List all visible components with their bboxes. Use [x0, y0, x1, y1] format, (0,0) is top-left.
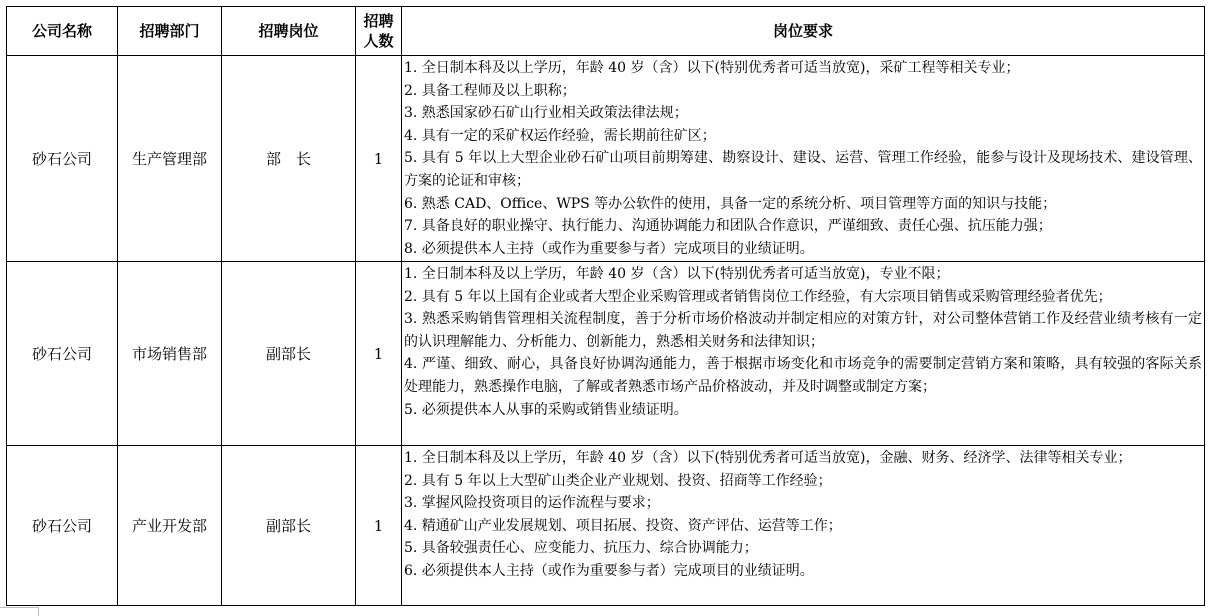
table-row — [7, 56, 1205, 262]
cell-count: 1 — [356, 446, 402, 606]
requirement-item: 1. 全日制本科及以上学历，年龄 40 岁（含）以下(特别优秀者可适当放宽)，采矿工程等相关专业； — [404, 60, 1020, 76]
cell-requirements — [402, 446, 1205, 606]
requirement-item: 8. 必须提供本人主持（或作为重要参与者）完成项目的业绩证明。 — [404, 240, 814, 257]
cell-company: 砂石公司 — [7, 446, 118, 606]
cell-department: 市场销售部 — [118, 262, 222, 446]
requirement-item: 2. 具有 5 年以上大型矿山类企业产业规划、投资、招商等工作经验； — [404, 472, 832, 489]
cell-department: 产业开发部 — [118, 446, 222, 606]
header-department: 招聘部门 — [118, 7, 222, 56]
requirement-item: 6. 必须提供本人主持（或作为重要参与者）完成项目的业绩证明。 — [404, 562, 814, 579]
requirement-item: 3. 熟悉国家砂石矿山行业相关政策法律法规； — [404, 105, 688, 122]
table-row — [7, 262, 1205, 446]
header-requirements: 岗位要求 — [402, 7, 1205, 56]
header-company: 公司名称 — [7, 7, 118, 56]
requirement-item: 1. 全日制本科及以上学历，年龄 40 岁（含）以下(特别优秀者可适当放宽)，金融、财务、经济学、法律等相关专业； — [404, 450, 1132, 466]
requirement-item: 2. 具有 5 年以上国有企业或者大型企业采购管理或者销售岗位工作经验，有大宗项目销售或采购管理经验者优先； — [404, 288, 1112, 305]
requirement-item: 3. 掌握风险投资项目的运作流程与要求； — [404, 495, 660, 512]
recruitment-table — [6, 6, 1205, 606]
requirement-item: 4. 精通矿山产业发展规划、项目拓展、投资、资产评估、运营等工作； — [404, 517, 842, 534]
cell-company: 砂石公司 — [7, 262, 118, 446]
cell-department: 生产管理部 — [118, 56, 222, 262]
table-row — [7, 446, 1205, 606]
requirement-item: 3. 熟悉采购销售管理相关流程制度，善于分析市场价格波动并制定相应的对策方针，对公司整体营销工作及经营业绩考核有一定的认识理解能力、分析能力、创新能力，熟悉相关财务和法律知识； — [404, 311, 1202, 350]
cell-requirements — [402, 56, 1205, 262]
cell-position: 部 长 — [222, 56, 356, 262]
requirement-item: 4. 严谨、细致、耐心，具备良好协调沟通能力，善于根据市场变化和市场竞争的需要制定营销方案和策略，具有较强的客际关系处理能力，熟悉操作电脑，了解或者熟悉市场产品价格波动，并及时调整或制定方案； — [404, 356, 1202, 395]
cell-count: 1 — [356, 262, 402, 446]
cell-position: 副部长 — [222, 446, 356, 606]
cell-count: 1 — [356, 56, 402, 262]
requirement-item: 2. 具备工程师及以上职称； — [404, 82, 576, 99]
header-count: 招聘人数 — [356, 7, 402, 56]
cell-position: 副部长 — [222, 262, 356, 446]
requirement-item: 5. 具有 5 年以上大型企业砂石矿山项目前期筹建、勘察设计、建设、运营、管理工作经验，能参与设计及现场技术、建设管理、方案的论证和审核； — [404, 150, 1202, 189]
requirement-item: 6. 熟悉 CAD、Office、WPS 等办公软件的使用，具备一定的系统分析、项目管理等方面的知识与技能； — [404, 195, 1057, 212]
requirement-item: 5. 具备较强责任心、应变能力、抗压力、综合协调能力； — [404, 540, 758, 557]
requirement-item: 7. 具备良好的职业操守、执行能力、沟通协调能力和团队合作意识，严谨细致、责任心强、抗压能力强； — [404, 218, 1052, 235]
header-position: 招聘岗位 — [222, 7, 356, 56]
header-row — [7, 7, 1205, 56]
requirement-item: 5. 必须提供本人从事的采购或销售业绩证明。 — [404, 401, 688, 418]
requirement-item: 1. 全日制本科及以上学历，年龄 40 岁（含）以下(特别优秀者可适当放宽)，专业不限； — [404, 266, 950, 282]
cell-requirements — [402, 262, 1205, 446]
requirement-item: 4. 具有一定的采矿权运作经验，需长期前往矿区； — [404, 127, 716, 144]
cell-company: 砂石公司 — [7, 56, 118, 262]
